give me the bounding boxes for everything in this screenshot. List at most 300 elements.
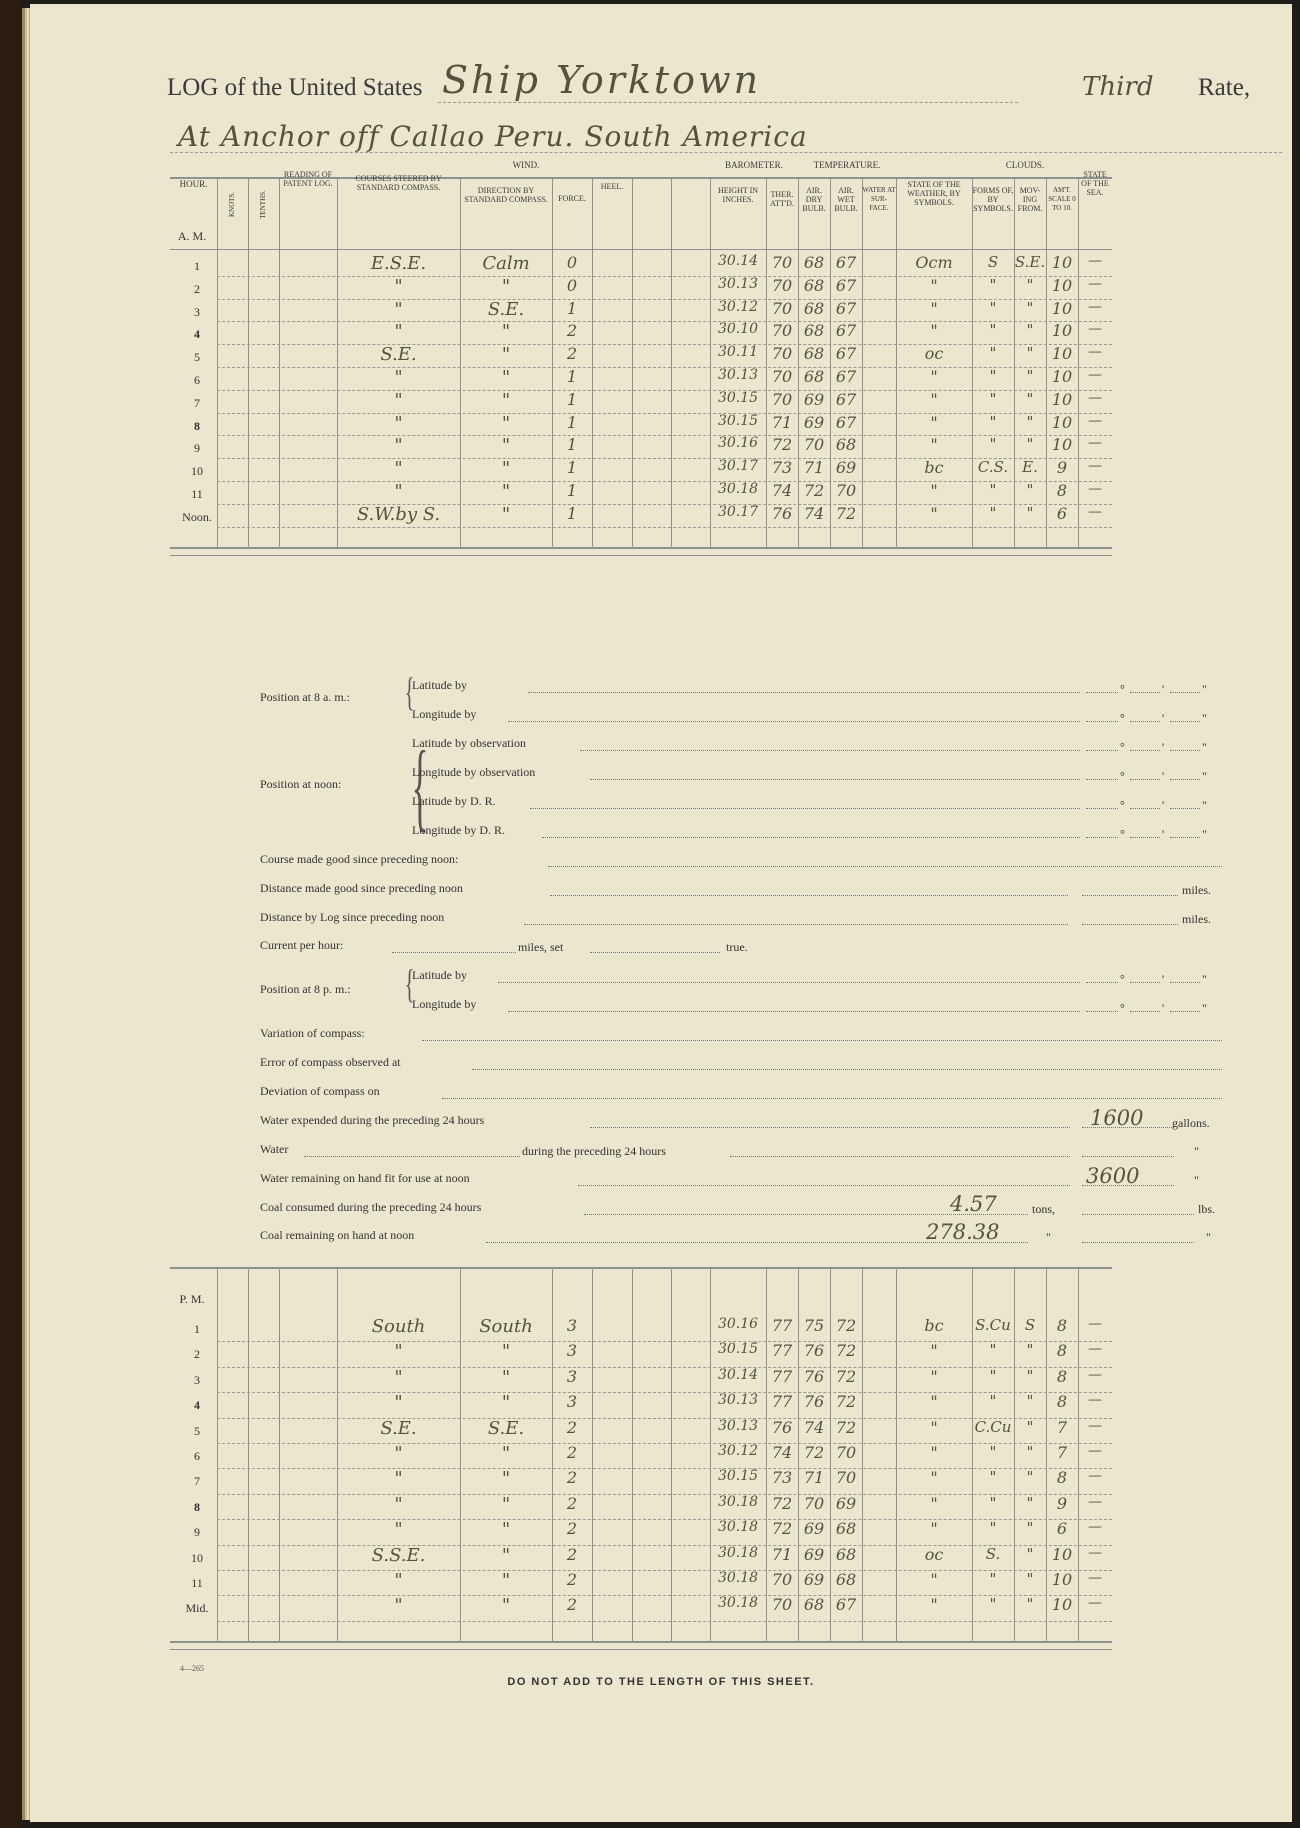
am-cell-force: 1: [566, 481, 578, 500]
am-cell-amount: 10: [1051, 367, 1073, 386]
lon-dr-min-line: [1130, 837, 1160, 838]
pm-hour-label: 8: [194, 1499, 200, 1514]
am-cell-force: 1: [566, 503, 578, 523]
pm-cell-dry: 72: [803, 1443, 825, 1462]
fill-line: [1082, 895, 1178, 896]
am-cell-dry: 70: [803, 435, 825, 455]
pm-cell-sea: —: [1088, 1392, 1102, 1409]
pm-cell-amount: 10: [1051, 1544, 1073, 1564]
am-cell-wet: 72: [835, 503, 857, 523]
pm-cell-wet: 72: [835, 1366, 857, 1386]
pm-cell-baro: 30.18: [717, 1595, 759, 1612]
pm-cell-baro: 30.18: [717, 1493, 759, 1510]
pm-cell-weather: oc: [924, 1544, 944, 1564]
pm-cell-baro: 30.13: [717, 1417, 759, 1434]
pm-hour-label: 1: [194, 1322, 200, 1336]
am-cell-course: ": [394, 367, 403, 388]
pm-cell-moving: ": [1026, 1366, 1034, 1385]
am-cell-amount: 10: [1051, 389, 1073, 409]
pm-cell-weather: ": [930, 1366, 938, 1386]
lat-8pm-min: ': [1162, 972, 1165, 986]
pm-column-rule: [671, 1267, 672, 1641]
pm-hour-label: 2: [194, 1347, 200, 1362]
lat-8pm-deg: °: [1120, 972, 1125, 986]
water-label: Water: [260, 1142, 289, 1156]
am-cell-wind_dir: S.E.: [487, 298, 525, 320]
am-cell-moving: ": [1026, 321, 1034, 340]
am-cell-force: 2: [566, 344, 578, 364]
am-cell-moving: ": [1026, 503, 1034, 522]
am-cell-dry: 68: [803, 298, 825, 318]
pm-cell-ther: 76: [771, 1417, 793, 1437]
lat-8pm-label: Latitude by: [412, 968, 467, 982]
am-cell-baro: 30.13: [717, 367, 759, 383]
coal-remaining-ditto-2: ": [1206, 1230, 1211, 1244]
pm-cell-wet: 70: [835, 1443, 857, 1462]
am-cell-baro: 30.15: [717, 412, 759, 429]
fill-line: [1082, 924, 1178, 925]
am-cell-wet: 67: [835, 367, 857, 386]
pm-row-rule: [217, 1621, 1112, 1622]
ship-name: Ship Yorktown: [442, 58, 762, 102]
pm-cell-baro: 30.15: [717, 1468, 759, 1485]
am-cell-baro: 30.17: [717, 503, 759, 520]
pm-table-top-rule: [170, 1267, 1112, 1269]
pm-cell-wet: 68: [835, 1570, 857, 1589]
water-during-label: during the preceding 24 hours: [522, 1144, 666, 1158]
am-cell-course: ": [394, 435, 403, 457]
lon-8am-sec-line: [1170, 721, 1200, 722]
pm-cell-moving: ": [1026, 1443, 1034, 1461]
pm-cell-ther: 72: [771, 1493, 793, 1513]
am-cell-baro: 30.17: [717, 458, 759, 475]
lat-8pm-sec-line: [1170, 982, 1200, 983]
wind-subrule: [460, 178, 592, 179]
lat-8am-min: ': [1162, 682, 1165, 696]
am-cell-weather: ": [930, 389, 938, 409]
pm-cell-moving: ": [1026, 1493, 1034, 1512]
water-ditto: ": [1194, 1144, 1199, 1158]
am-cell-wet: 69: [835, 458, 857, 478]
am-cell-wet: 67: [835, 298, 857, 318]
pm-cell-wet: 72: [835, 1341, 857, 1361]
pm-cell-course: ": [394, 1341, 403, 1363]
pm-cell-force: 2: [566, 1570, 578, 1589]
pm-cell-sea: —: [1088, 1341, 1102, 1358]
pm-cell-force: 3: [566, 1366, 578, 1386]
am-cell-course: S.W.by S.: [356, 503, 441, 525]
lat-obs-sec: ": [1202, 740, 1207, 754]
pm-cell-baro: 30.14: [717, 1366, 759, 1383]
col-header-patent-log: READING OF PATENT LOG.: [283, 170, 333, 188]
lat-obs-deg-line: [1086, 750, 1118, 751]
lat-dr-deg-line: [1086, 808, 1118, 809]
dist-log-label: Distance by Log since preceding noon: [260, 910, 445, 924]
lon-8am-label: Longitude by: [412, 707, 477, 721]
am-cell-dry: 71: [803, 458, 825, 478]
pm-cell-ther: 77: [771, 1316, 793, 1335]
header-rule: [170, 249, 1112, 250]
am-cell-baro: 30.13: [717, 275, 759, 292]
pm-cell-dry: 69: [803, 1544, 825, 1564]
am-cell-amount: 10: [1051, 344, 1073, 364]
am-cell-sea: —: [1088, 367, 1102, 383]
col-header-courses: COURSES STEERED BY STANDARD COMPASS.: [355, 174, 442, 192]
col-header-ther-attd: THER. ATT'D.: [770, 190, 794, 208]
am-cell-ther: 70: [771, 367, 793, 386]
pm-cell-wind_dir: ": [501, 1443, 511, 1464]
am-hour-label: 2: [194, 281, 200, 296]
pm-cell-wind_dir: ": [501, 1366, 511, 1388]
lon-obs-min-line: [1130, 779, 1160, 780]
pm-cell-force: 2: [566, 1519, 578, 1539]
lat-obs-min-line: [1130, 750, 1160, 751]
pm-cell-sea: —: [1088, 1544, 1102, 1561]
lat-dr-sec-line: [1170, 808, 1200, 809]
col-header-baro-height: HEIGHT IN INCHES.: [717, 186, 759, 204]
water-remaining-ditto: ": [1194, 1173, 1199, 1187]
pm-cell-dry: 71: [803, 1468, 825, 1488]
lon-obs-sec: ": [1202, 769, 1207, 783]
lat-8am-sec: ": [1202, 682, 1207, 696]
col-header-sea: STATE OF THE SEA.: [1081, 170, 1109, 197]
pos-noon-label: Position at noon:: [260, 777, 342, 791]
pm-cell-moving: ": [1026, 1468, 1034, 1487]
pm-cell-amount: 7: [1056, 1417, 1068, 1437]
am-cell-dry: 69: [803, 412, 825, 432]
fill-line: [590, 1127, 1070, 1128]
pm-column-rule: [279, 1267, 280, 1641]
am-cell-forms: ": [989, 389, 997, 408]
col-header-cloud-moving: MOV-ING FROM.: [1017, 186, 1043, 213]
col-header-knots: KNOTS.: [228, 191, 236, 218]
pm-hour-label: Mid.: [185, 1601, 209, 1616]
am-cell-ther: 72: [771, 435, 793, 455]
am-cell-wind_dir: ": [501, 435, 511, 457]
pm-cell-weather: ": [930, 1570, 938, 1589]
pm-cell-ther: 77: [771, 1392, 793, 1412]
pm-cell-wet: 67: [835, 1595, 857, 1615]
am-cell-baro: 30.15: [717, 389, 759, 406]
am-cell-forms: ": [989, 321, 997, 340]
lat-dr-min-line: [1130, 808, 1160, 809]
am-cell-force: 1: [566, 412, 578, 432]
pm-cell-forms: ": [989, 1493, 997, 1512]
pm-cell-sea: —: [1088, 1443, 1102, 1459]
am-cell-ther: 73: [771, 458, 793, 478]
pm-cell-force: 2: [566, 1417, 578, 1437]
pm-cell-weather: ": [930, 1443, 938, 1462]
am-cell-wet: 68: [835, 435, 857, 455]
am-cell-wet: 70: [835, 481, 857, 500]
pm-cell-baro: 30.12: [717, 1443, 759, 1459]
water-expended-gallons: gallons.: [1172, 1116, 1210, 1130]
col-header-water-surface: WATER AT SUR-FACE.: [862, 186, 896, 212]
fill-line: [730, 1156, 1070, 1157]
pm-cell-force: 3: [566, 1341, 578, 1361]
pm-cell-course: ": [394, 1366, 403, 1388]
am-cell-course: ": [394, 458, 403, 480]
pm-cell-course: South: [371, 1316, 426, 1337]
pm-cell-dry: 76: [803, 1366, 825, 1386]
am-cell-wind_dir: Calm: [482, 253, 530, 274]
pm-hour-label: 10: [191, 1550, 203, 1565]
pm-cell-dry: 70: [803, 1493, 825, 1513]
am-cell-course: ": [394, 298, 403, 320]
pm-cell-ther: 73: [771, 1468, 793, 1488]
pm-label: P. M.: [179, 1292, 205, 1306]
am-cell-force: 1: [566, 367, 578, 386]
am-cell-dry: 68: [803, 275, 825, 295]
pm-cell-ther: 70: [771, 1570, 793, 1589]
pm-cell-forms: ": [989, 1341, 997, 1360]
lon-8am-min-line: [1130, 721, 1160, 722]
am-cell-baro: 30.12: [717, 298, 759, 315]
am-cell-forms: ": [989, 481, 997, 499]
lat-dr-sec: ": [1202, 798, 1207, 812]
am-hour-label: 4: [194, 327, 200, 342]
current-label: Current per hour:: [260, 938, 344, 952]
am-cell-wind_dir: ": [501, 275, 511, 297]
fill-line: [508, 1011, 1080, 1012]
pm-hour-label: 4: [194, 1398, 200, 1413]
pm-cell-amount: 10: [1051, 1570, 1073, 1589]
coal-consumed-label: Coal consumed during the preceding 24 hours: [260, 1200, 482, 1214]
water-remaining-value: 3600: [1086, 1164, 1140, 1188]
pm-cell-ther: 71: [771, 1544, 793, 1564]
am-cell-moving: ": [1026, 275, 1034, 294]
pm-cell-force: 2: [566, 1443, 578, 1462]
am-cell-course: ": [394, 481, 403, 502]
pm-cell-ther: 72: [771, 1519, 793, 1539]
fill-line: [530, 808, 1080, 809]
pm-cell-forms: C.Cu: [974, 1417, 1012, 1436]
am-table-bottom-rule: [170, 547, 1112, 549]
lon-8pm-label: Longitude by: [412, 997, 477, 1011]
am-cell-dry: 74: [803, 503, 825, 523]
water-remaining-label: Water remaining on hand fit for use at noon: [260, 1171, 470, 1185]
coal-remaining-value: 278.38: [926, 1220, 1000, 1244]
lon-obs-min: ': [1162, 769, 1165, 783]
pm-cell-course: ": [394, 1570, 403, 1591]
fill-line: [548, 866, 1222, 867]
fill-line: [422, 1040, 1222, 1041]
pm-cell-force: 2: [566, 1595, 578, 1615]
am-cell-wind_dir: ": [501, 389, 511, 411]
col-header-cloud-forms: FORMS OF, BY SYMBOLS.: [972, 186, 1014, 213]
am-cell-dry: 68: [803, 344, 825, 364]
pm-cell-ther: 74: [771, 1443, 793, 1462]
dist-log-miles: miles.: [1182, 912, 1211, 926]
col-header-hour: HOUR.: [179, 179, 208, 189]
am-cell-sea: —: [1088, 344, 1102, 361]
am-cell-wet: 67: [835, 389, 857, 409]
pm-cell-course: ": [394, 1595, 403, 1617]
am-column-rule: [671, 177, 672, 547]
am-cell-wet: 67: [835, 344, 857, 364]
lat-8am-label: Latitude by: [412, 678, 467, 692]
lon-obs-label: Longitude by observation: [412, 765, 536, 779]
pm-cell-amount: 8: [1056, 1366, 1068, 1386]
pm-cell-sea: —: [1088, 1570, 1102, 1586]
am-cell-wind_dir: ": [501, 321, 511, 343]
lon-8am-min: ': [1162, 711, 1165, 725]
pm-cell-force: 3: [566, 1316, 578, 1335]
pm-column-rule: [632, 1267, 633, 1641]
pm-cell-wind_dir: South: [479, 1316, 533, 1337]
fill-line: [578, 1185, 1070, 1186]
lat-dr-min: ': [1162, 798, 1165, 812]
pm-cell-weather: ": [930, 1392, 938, 1412]
pm-cell-ther: 77: [771, 1341, 793, 1361]
current-true: true.: [726, 940, 748, 954]
am-cell-sea: —: [1088, 253, 1102, 269]
am-cell-forms: ": [989, 435, 997, 454]
am-cell-amount: 8: [1056, 481, 1068, 500]
am-hour-label: 5: [194, 350, 200, 365]
pm-cell-weather: ": [930, 1493, 938, 1513]
pm-cell-wet: 70: [835, 1468, 857, 1488]
pm-hour-label: 6: [194, 1449, 200, 1463]
pm-cell-wet: 72: [835, 1316, 857, 1335]
fill-line: [550, 895, 1068, 896]
am-cell-force: 1: [566, 458, 578, 478]
pm-cell-amount: 8: [1056, 1468, 1068, 1488]
am-cell-weather: Ocm: [915, 253, 953, 272]
pm-cell-wet: 72: [835, 1417, 857, 1437]
brace-8pm: {: [404, 961, 415, 1006]
am-hour-label: 7: [194, 395, 200, 410]
pm-cell-weather: ": [930, 1341, 938, 1361]
am-cell-moving: ": [1026, 298, 1034, 317]
am-cell-ther: 76: [771, 503, 793, 523]
am-cell-ther: 70: [771, 275, 793, 295]
pm-hour-label: 11: [191, 1576, 203, 1590]
lat-8pm-sec: ": [1202, 972, 1207, 986]
log-title-prefix: LOG of the United States: [167, 74, 423, 101]
pm-cell-dry: 69: [803, 1570, 825, 1589]
pm-cell-ther: 77: [771, 1366, 793, 1386]
am-cell-course: E.S.E.: [370, 253, 427, 274]
lat-8am-deg: °: [1120, 682, 1125, 696]
am-cell-forms: ": [989, 503, 997, 522]
clouds-subrule: [972, 178, 1078, 179]
am-column-rule: [862, 177, 863, 547]
am-cell-wind_dir: ": [501, 503, 511, 525]
am-cell-dry: 68: [803, 321, 825, 341]
am-cell-forms: ": [989, 298, 997, 317]
col-header-temperature: TEMPERATURE.: [813, 160, 881, 170]
lat-8am-min-line: [1130, 692, 1160, 693]
pm-cell-dry: 76: [803, 1392, 825, 1412]
pm-cell-baro: 30.18: [717, 1519, 759, 1536]
location-line: At Anchor off Callao Peru. South America: [178, 120, 808, 153]
am-cell-forms: S: [987, 253, 999, 271]
col-header-cloud-amount: AM'T. SCALE 0 TO 10.: [1048, 186, 1076, 212]
pm-hour-label: 5: [194, 1423, 200, 1438]
lat-dr-label: Latitude by D. R.: [412, 794, 496, 808]
am-cell-dry: 68: [803, 253, 825, 272]
am-cell-weather: ": [930, 298, 938, 318]
am-cell-course: ": [394, 275, 403, 297]
am-cell-wind_dir: ": [501, 481, 511, 502]
brace-noon: {: [411, 730, 429, 841]
fill-line: [304, 1156, 520, 1157]
pm-cell-sea: —: [1088, 1595, 1102, 1612]
pm-cell-amount: 9: [1056, 1493, 1068, 1513]
pm-cell-amount: 8: [1056, 1341, 1068, 1361]
am-cell-dry: 69: [803, 389, 825, 409]
am-cell-moving: ": [1026, 481, 1034, 499]
am-hour-label: 11: [191, 487, 203, 501]
am-cell-baro: 30.18: [717, 481, 759, 497]
pm-cell-weather: bc: [924, 1316, 944, 1335]
lon-dr-deg-line: [1086, 837, 1118, 838]
am-cell-ther: 74: [771, 481, 793, 500]
am-cell-sea: —: [1088, 412, 1102, 429]
am-cell-course: ": [394, 389, 403, 411]
form-number: 4—265: [180, 1664, 204, 1673]
am-cell-baro: 30.10: [717, 321, 759, 338]
am-cell-ther: 70: [771, 321, 793, 341]
lat-obs-deg: °: [1120, 740, 1125, 754]
current-miles-set: miles, set: [518, 940, 564, 954]
lon-dr-label: Longitude by D. R.: [412, 823, 505, 837]
am-cell-weather: ": [930, 503, 938, 523]
lat-8am-sec-line: [1170, 692, 1200, 693]
dist-good-miles: miles.: [1182, 883, 1211, 897]
pm-cell-wind_dir: ": [501, 1468, 511, 1490]
pm-column-rule: [862, 1267, 863, 1641]
am-column-rule: [279, 177, 280, 547]
col-header-weather: STATE OF THE WEATHER, BY SYMBOLS.: [907, 180, 961, 207]
lon-8am-deg-line: [1086, 721, 1118, 722]
pm-hour-label: 7: [194, 1474, 200, 1489]
lon-8pm-sec-line: [1170, 1011, 1200, 1012]
col-header-wind-force: FORCE.: [558, 194, 586, 203]
am-cell-weather: bc: [924, 458, 944, 478]
am-cell-force: 1: [566, 389, 578, 409]
pm-cell-amount: 6: [1056, 1519, 1068, 1539]
pm-cell-baro: 30.18: [717, 1570, 759, 1586]
pm-cell-wet: 68: [835, 1544, 857, 1564]
lat-obs-sec-line: [1170, 750, 1200, 751]
fill-line: [1082, 1242, 1194, 1243]
pm-cell-wet: 69: [835, 1493, 857, 1513]
pm-cell-dry: 68: [803, 1595, 825, 1615]
pm-hour-label: 9: [194, 1525, 200, 1540]
pm-cell-weather: ": [930, 1519, 938, 1539]
pm-cell-sea: —: [1088, 1493, 1102, 1510]
am-cell-dry: 72: [803, 481, 825, 500]
am-cell-force: 1: [566, 435, 578, 455]
am-cell-sea: —: [1088, 389, 1102, 406]
pm-cell-moving: S: [1024, 1316, 1036, 1334]
pm-cell-wind_dir: ": [501, 1392, 511, 1414]
am-hour-label: 1: [194, 259, 200, 273]
pm-hour-label: 3: [194, 1372, 200, 1387]
coal-consumed-value: 4.57: [950, 1192, 997, 1216]
am-cell-moving: E.: [1022, 458, 1038, 477]
fill-line: [542, 837, 1080, 838]
variation-label: Variation of compass:: [260, 1026, 365, 1040]
col-header-air-wet: AIR. WET BULB.: [834, 186, 858, 213]
pm-cell-weather: ": [930, 1595, 938, 1615]
am-cell-sea: —: [1088, 503, 1102, 520]
am-cell-amount: 9: [1056, 458, 1068, 478]
pm-cell-wind_dir: S.E.: [487, 1417, 525, 1439]
am-cell-wind_dir: ": [501, 412, 511, 434]
